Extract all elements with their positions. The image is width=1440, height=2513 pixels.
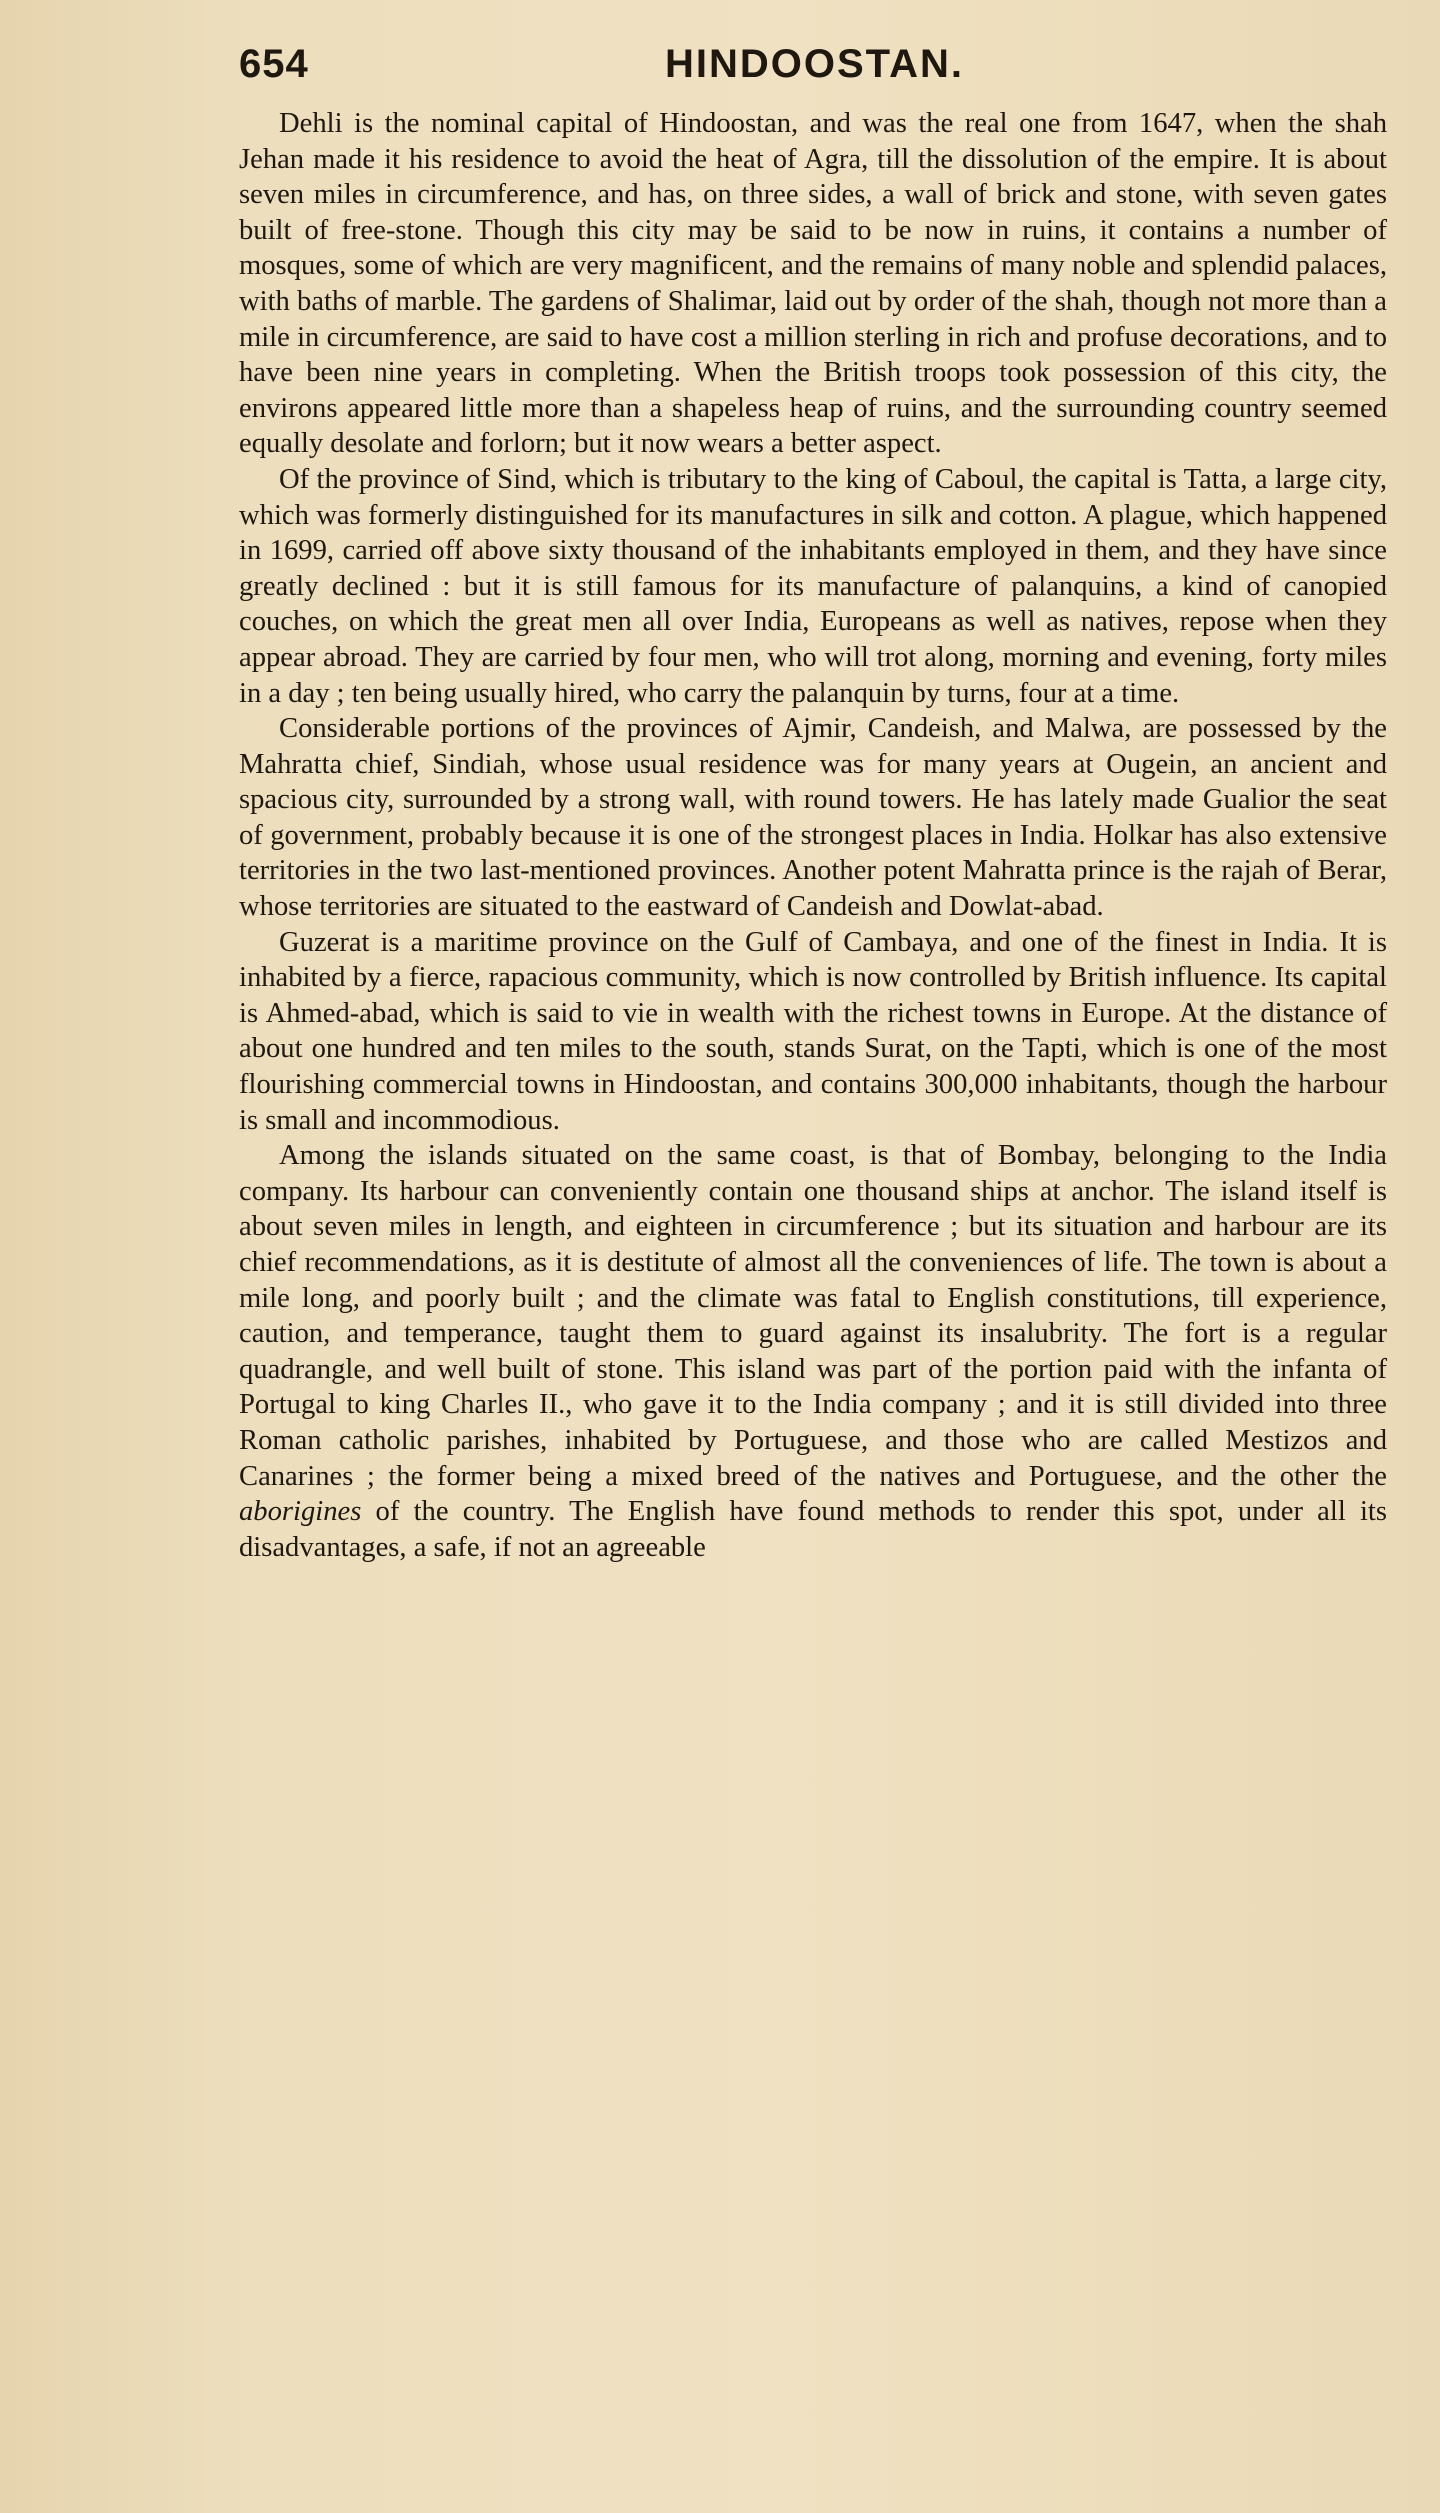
running-head: HINDOOSTAN. [665, 42, 965, 86]
paragraph-bombay [239, 1138, 1387, 1565]
italic-term-aborigines: aborigines [239, 1496, 362, 1528]
paragraph-dehli: Dehli is the nominal capital of Hindoostan, and was the real one from 1647, when the shah Jehan made it his residence to avoid the heat of Agra, till the dissolution of the empire. It is about seven miles in circumference, and has, on three sides, a wall of brick and stone, with seven gates built of free-stone. Though this city may be said to be now in ruins, it contains a number of mosques, some of which are very magnificent, and the remains of many noble and splendid palaces, with baths of marble. The gardens of Shalimar, laid out by order of the shah, though not more than a mile in circumference, are said to have cost a million sterling in rich and profuse decorations, and to have been nine years in completing. When the British troops took possession of this city, the environs appeared little more than a shapeless heap of ruins, and the surrounding country seemed equally desolate and forlorn; but it now wears a better aspect. [239, 108, 1387, 460]
page-header [239, 34, 1387, 94]
paragraph-guzerat: Guzerat is a maritime province on the Gulf of Cambaya, and one of the finest in India. It is inhabited by a fierce, rapacious community, which is now controlled by British influence. Its capital is Ahmed-abad, which is said to vie in wealth with the richest towns in Europe. At the distance of about one hundred and ten miles to the south, stands Surat, on the Tapti, which is one of the most flourishing commercial towns in Hindoostan, and contains 300,000 inhabitants, though the harbour is small and incommodious. [239, 926, 1387, 1136]
page-number: 654 [239, 42, 309, 86]
body-text [239, 106, 1387, 1565]
paragraph-bombay-text-start: Among the islands situated on the same coast, is that of Bombay, belonging to the India company. Its harbour can conveniently contain one thousand ships at anchor. The island itself is about seven miles in length, and eighteen in circumference ; but its situation and harbour are its chief recommendations, as it is destitute of almost all the conveniences of life. The town is about a mile long, and poorly built ; and the climate was fatal to English constitutions, till experience, caution, and temperance, taught them to guard against its insalubrity. The fort is a regular quadrangle, and well built of stone. This island was part of the portion paid with the infanta of Portugal to king Charles II., who gave it to the India company ; and it is still divided into three Roman catholic parishes, inhabited by Portuguese, and those who are called Mestizos and Canarines ; the former being a mixed breed of the natives and Portuguese, and the other the [239, 1140, 1387, 1492]
paragraph-mahratta: Considerable portions of the provinces of Ajmir, Candeish, and Malwa, are possessed by the Mahratta chief, Sindiah, whose usual residence was for many years at Ougein, an ancient and spacious city, surrounded by a strong wall, with round towers. He has lately made Gualior the seat of government, probably because it is one of the strongest places in India. Holkar has also extensive territories in the two last-mentioned provinces. Another potent Mahratta prince is the rajah of Berar, whose territories are situated to the eastward of Candeish and Dowlat-abad. [239, 713, 1387, 923]
paragraph-sind: Of the province of Sind, which is tributary to the king of Caboul, the capital is Tatta, a large city, which was formerly distinguished for its manufactures in silk and cotton. A plague, which happened in 1699, carried off above sixty thousand of the inhabitants employed in them, and they have since greatly declined : but it is still famous for its manufacture of palanquins, a kind of canopied couches, on which the great men all over India, Europeans as well as natives, repose when they appear abroad. They are carried by four men, who will trot along, morning and evening, forty miles in a day ; ten being usually hired, who carry the palanquin by turns, four at a time. [239, 463, 1387, 709]
paragraph-bombay-text-end: of the country. The English have found methods to render this spot, under all its disadvantages, a safe, if not an agreeable [239, 1496, 1387, 1563]
